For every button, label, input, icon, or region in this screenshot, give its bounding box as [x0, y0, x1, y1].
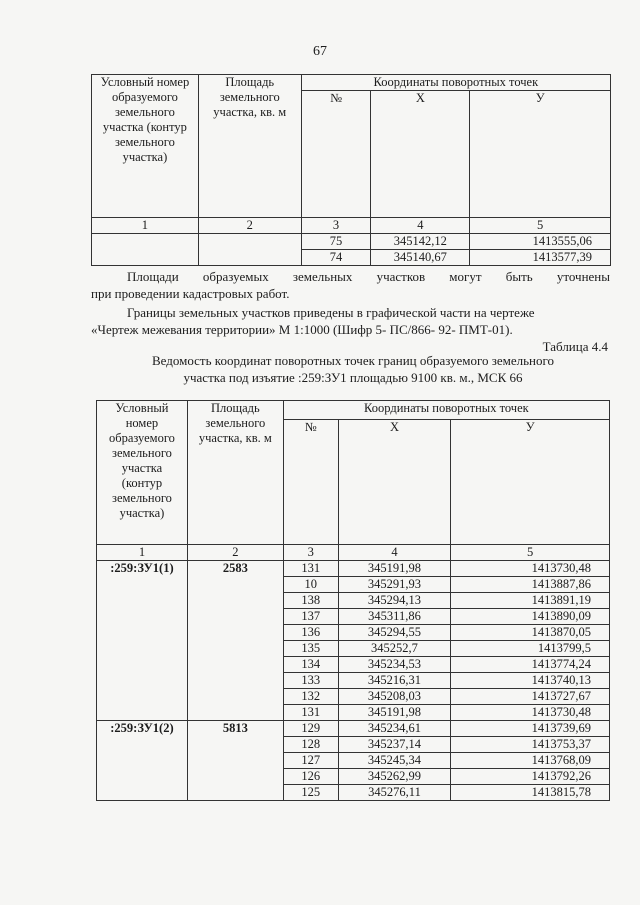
area-cell-empty	[198, 234, 301, 266]
y-coordinate: 1413890,09	[451, 609, 610, 625]
table-row	[97, 561, 610, 577]
table-label: Таблица 4.4	[542, 339, 608, 354]
y-coordinate: 1413768,09	[451, 753, 610, 769]
x-coordinate: 345142,12	[371, 234, 470, 250]
column-number: 3	[301, 218, 371, 234]
header-coordinates: Координаты поворотных точек	[283, 401, 609, 420]
table-title-line: Ведомость координат поворотных точек границ образуемого земельного	[151, 353, 555, 368]
column-number: 1	[92, 218, 199, 234]
header-point-number: №	[283, 420, 338, 545]
point-number: 132	[283, 689, 338, 705]
x-coordinate: 345234,53	[338, 657, 451, 673]
note-paragraph-areas	[91, 268, 610, 302]
point-number: 74	[301, 250, 371, 266]
column-number: 5	[451, 545, 610, 561]
header-area: Площадь земельного участка, кв. м	[198, 75, 301, 218]
column-number: 4	[338, 545, 451, 561]
y-coordinate: 1413727,67	[451, 689, 610, 705]
y-coordinate: 1413730,48	[451, 705, 610, 721]
x-coordinate: 345216,31	[338, 673, 451, 689]
column-number: 2	[187, 545, 283, 561]
y-coordinate: 1413815,78	[451, 785, 610, 801]
x-coordinate: 345237,14	[338, 737, 451, 753]
table-title	[96, 352, 610, 386]
x-coordinate: 345311,86	[338, 609, 451, 625]
coordinates-table-continued	[91, 74, 611, 266]
column-number: 1	[97, 545, 188, 561]
x-coordinate: 345276,11	[338, 785, 451, 801]
header-parcel-number: Условный номер образуемого земельного участка (контур земельного участка)	[97, 401, 188, 545]
page-number: 67	[313, 44, 327, 59]
point-number: 75	[301, 234, 371, 250]
header-y: У	[451, 420, 610, 545]
header-area: Площадь земельного участка, кв. м	[187, 401, 283, 545]
parcel-number: :259:ЗУ1(2)	[97, 721, 188, 801]
y-coordinate: 1413891,19	[451, 593, 610, 609]
header-parcel-number: Условный номер образуемого земельного участка (контур земельного участка)	[92, 75, 199, 218]
column-number: 4	[371, 218, 470, 234]
header-x: Х	[371, 91, 470, 218]
coordinates-table	[96, 400, 610, 801]
x-coordinate: 345191,98	[338, 561, 451, 577]
table-row	[92, 234, 611, 250]
y-coordinate: 1413870,05	[451, 625, 610, 641]
y-coordinate: 1413799,5	[451, 641, 610, 657]
paragraph-line: Границы земельных участков приведены в графической части на чертеже	[127, 305, 535, 320]
y-coordinate: 1413555,06	[470, 234, 611, 250]
column-number: 5	[470, 218, 611, 234]
point-number: 131	[283, 561, 338, 577]
coordinates-table-body	[97, 561, 610, 801]
table-row	[97, 721, 610, 737]
point-number: 131	[283, 705, 338, 721]
point-number: 126	[283, 769, 338, 785]
x-coordinate: 345294,13	[338, 593, 451, 609]
point-number: 125	[283, 785, 338, 801]
column-number: 2	[198, 218, 301, 234]
point-number: 134	[283, 657, 338, 673]
point-number: 128	[283, 737, 338, 753]
note-paragraph-boundaries	[91, 304, 610, 338]
y-coordinate: 1413887,86	[451, 577, 610, 593]
parcel-area: 2583	[187, 561, 283, 721]
paragraph-line: при проведении кадастровых работ.	[91, 286, 290, 301]
paragraph-line: «Чертеж межевания территории» М 1:1000 (Шифр 5- ПС/866- 92- ПМТ-01).	[91, 322, 513, 337]
header-x: Х	[338, 420, 451, 545]
point-number: 133	[283, 673, 338, 689]
x-coordinate: 345234,61	[338, 721, 451, 737]
y-coordinate: 1413774,24	[451, 657, 610, 673]
x-coordinate: 345294,55	[338, 625, 451, 641]
x-coordinate: 345252,7	[338, 641, 451, 657]
paragraph-line: Площади образуемых земельных участков могут быть уточнены	[127, 269, 610, 284]
y-coordinate: 1413792,26	[451, 769, 610, 785]
table-title-line: участка под изъятие :259:ЗУ1 площадью 9100 кв. м., МСК 66	[183, 370, 523, 385]
header-y: У	[470, 91, 611, 218]
point-number: 135	[283, 641, 338, 657]
y-coordinate: 1413753,37	[451, 737, 610, 753]
x-coordinate: 345291,93	[338, 577, 451, 593]
point-number: 138	[283, 593, 338, 609]
point-number: 136	[283, 625, 338, 641]
parcel-cell-empty	[92, 234, 199, 266]
column-number: 3	[283, 545, 338, 561]
header-point-number: №	[301, 91, 371, 218]
parcel-area: 5813	[187, 721, 283, 801]
parcel-number: :259:ЗУ1(1)	[97, 561, 188, 721]
point-number: 127	[283, 753, 338, 769]
header-coordinates: Координаты поворотных точек	[301, 75, 610, 91]
x-coordinate: 345140,67	[371, 250, 470, 266]
point-number: 137	[283, 609, 338, 625]
x-coordinate: 345191,98	[338, 705, 451, 721]
x-coordinate: 345245,34	[338, 753, 451, 769]
y-coordinate: 1413740,13	[451, 673, 610, 689]
y-coordinate: 1413577,39	[470, 250, 611, 266]
point-number: 129	[283, 721, 338, 737]
x-coordinate: 345262,99	[338, 769, 451, 785]
y-coordinate: 1413730,48	[451, 561, 610, 577]
x-coordinate: 345208,03	[338, 689, 451, 705]
y-coordinate: 1413739,69	[451, 721, 610, 737]
point-number: 10	[283, 577, 338, 593]
